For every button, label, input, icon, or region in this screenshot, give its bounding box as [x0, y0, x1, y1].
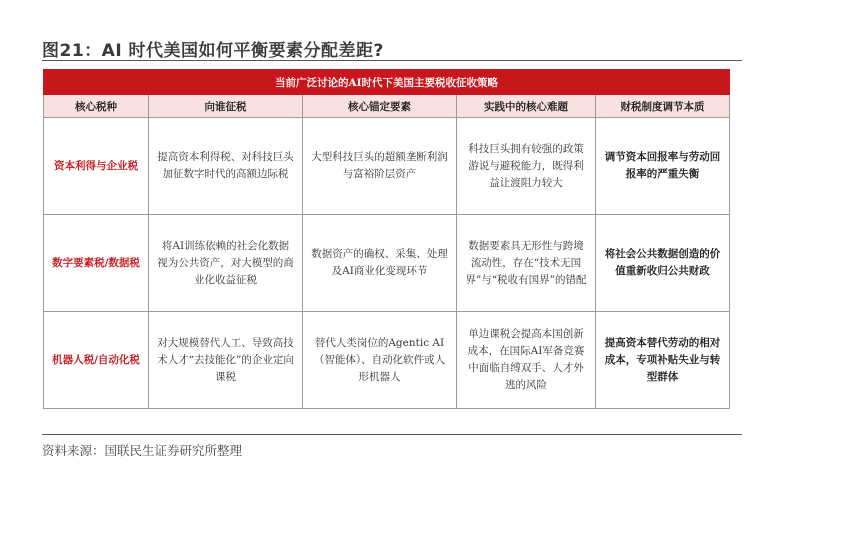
cell-target: 提高资本利得税、对科技巨头加征数字时代的高额边际税 [149, 118, 303, 215]
cell-difficulty: 单边课税会提高本国创新成本，在国际AI军备竞赛中面临自缚双手、人才外逃的风险 [457, 312, 596, 409]
cell-anchor: 数据资产的确权、采集、处理及AI商业化变现环节 [303, 215, 457, 312]
header-target: 向谁征税 [149, 95, 303, 118]
tax-strategy-table [43, 69, 730, 409]
header-tax-type: 核心税种 [44, 95, 149, 118]
row-tax-capital-gains: 资本利得与企业税 [44, 118, 149, 215]
header-anchor: 核心锚定要素 [303, 95, 457, 118]
cell-essence: 将社会公共数据创造的价值重新收归公共财政 [596, 215, 730, 312]
title-divider [42, 60, 742, 61]
figure-title: 图21：AI 时代美国如何平衡要素分配差距? [42, 41, 384, 61]
cell-target: 将AI训练依赖的社会化数据视为公共资产，对大模型的商业化收益征税 [149, 215, 303, 312]
source-divider [42, 434, 742, 435]
cell-anchor: 大型科技巨头的超额垄断利润与富裕阶层资产 [303, 118, 457, 215]
cell-target: 对大规模替代人工、导致高技术人才“去技能化”的企业定向课税 [149, 312, 303, 409]
row-tax-data: 数字要素税/数据税 [44, 215, 149, 312]
cell-difficulty: 科技巨头拥有较强的政策游说与避税能力，既得利益让渡阻力较大 [457, 118, 596, 215]
cell-anchor: 替代人类岗位的Agentic AI（智能体）、自动化软件或人形机器人 [303, 312, 457, 409]
cell-difficulty: 数据要素具无形性与跨境流动性，存在“技术无国界”与“税收有国界”的错配 [457, 215, 596, 312]
table-header-row [44, 95, 730, 118]
row-tax-robot: 机器人税/自动化税 [44, 312, 149, 409]
table-banner: 当前广泛讨论的AI时代下美国主要税收征收策略 [44, 70, 730, 95]
header-difficulty: 实践中的核心难题 [457, 95, 596, 118]
header-essence: 财税制度调节本质 [596, 95, 730, 118]
table-row [44, 312, 730, 409]
table-row [44, 118, 730, 215]
cell-essence: 调节资本回报率与劳动回报率的严重失衡 [596, 118, 730, 215]
cell-essence: 提高资本替代劳动的相对成本，专项补贴失业与转型群体 [596, 312, 730, 409]
tax-strategy-table-container [43, 69, 729, 409]
table-row [44, 215, 730, 312]
source-note: 资料来源：国联民生证券研究所整理 [42, 443, 243, 458]
